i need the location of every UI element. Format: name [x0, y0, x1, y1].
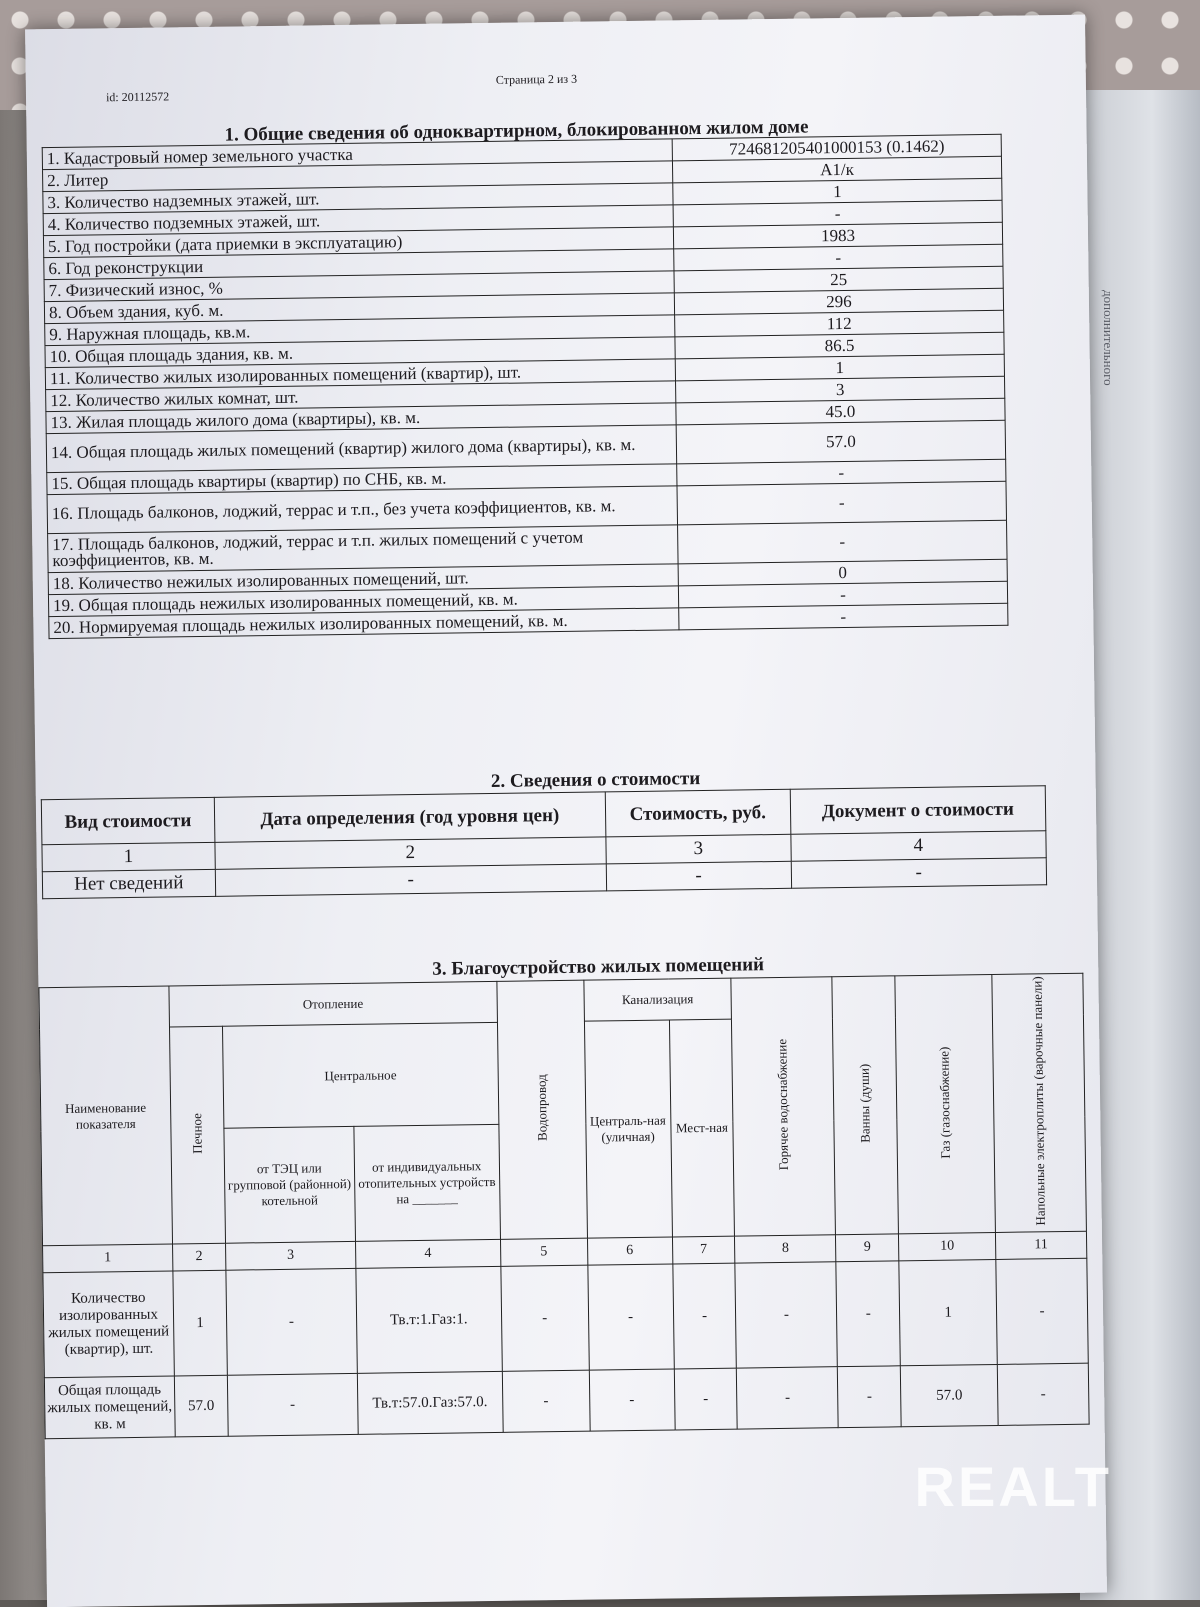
- amenities-header-bath: Ванны (души): [856, 1063, 873, 1144]
- amenities-table: [38, 973, 1089, 1440]
- info-label: 19. Общая площадь нежилых изолированных помещений, кв. м.: [48, 586, 678, 617]
- info-label: 7. Физический износ, %: [44, 271, 674, 302]
- amenities-header-electric-cell: [992, 973, 1087, 1233]
- cost-table: [41, 785, 1047, 899]
- amenities-col-number: 6: [587, 1237, 672, 1265]
- info-label: 8. Объем здания, куб. м.: [44, 293, 674, 324]
- cost-header-type: Вид стоимости: [41, 797, 214, 844]
- amenities-cell: Тв.т:1.Газ:1.: [356, 1267, 502, 1374]
- section3-title: 3. Благоустройство жилых помещений: [432, 954, 765, 980]
- info-value: 57.0: [676, 420, 1006, 464]
- info-value: 112: [675, 310, 1004, 337]
- amenities-header-stove-cell: [169, 1026, 225, 1244]
- amenities-cell: -: [996, 1258, 1088, 1364]
- info-value: 1: [675, 354, 1004, 381]
- amenities-cell: -: [589, 1369, 675, 1431]
- cost-num-1: 1: [42, 842, 215, 871]
- info-label: 2. Литер: [43, 161, 673, 192]
- info-value: 1: [673, 178, 1002, 205]
- cost-header-document: Документ о стоимости: [790, 786, 1046, 835]
- page-number: Страница 2 из 3: [495, 71, 578, 87]
- info-label: 11. Количество жилых изолированных помещений (квартир), шт.: [45, 359, 675, 390]
- section1-title: 1. Общие сведения об одноквартирном, блокированном жилом доме: [224, 116, 809, 146]
- section2-title: 2. Сведения о стоимости: [490, 768, 701, 792]
- amenities-col-number: 9: [836, 1234, 899, 1262]
- amenities-col-number: 7: [672, 1236, 735, 1264]
- info-label: 15. Общая площадь квартиры (квартир) по СНБ, кв. м.: [47, 464, 677, 495]
- amenities-col-number: 1: [43, 1244, 173, 1273]
- amenities-col-number: 8: [735, 1235, 836, 1263]
- info-label: 3. Количество надземных этажей, шт.: [43, 183, 673, 214]
- amenities-row-name: Количество изолированных жилых помещений (квартир), шт.: [43, 1271, 174, 1378]
- amenities-header-heating: Отопление: [169, 981, 497, 1027]
- cost-num-4: 4: [790, 831, 1046, 862]
- amenities-cell: -: [838, 1366, 902, 1428]
- info-value: А1/к: [672, 156, 1001, 183]
- info-label: 17. Площадь балконов, лоджий, террас и т.п. жилых помещений с учетом коэффициентов, кв. м.: [48, 525, 678, 573]
- info-label: 12. Количество жилых комнат, шт.: [46, 381, 676, 412]
- info-label: 5. Год постройки (дата приемки в эксплуатацию): [43, 227, 673, 258]
- amenities-col-number: 11: [995, 1231, 1086, 1259]
- info-value: 296: [674, 288, 1003, 315]
- info-label: 1. Кадастровый номер земельного участка: [42, 139, 672, 170]
- realt-watermark-logo: REALT: [914, 1455, 1112, 1518]
- amenities-header-hotwater-cell: [731, 977, 835, 1237]
- info-value: 3: [676, 376, 1005, 403]
- amenities-cell: -: [227, 1374, 358, 1437]
- amenities-cell: -: [501, 1265, 589, 1371]
- amenities-cell: -: [836, 1261, 900, 1367]
- general-info-table: [42, 134, 1009, 639]
- amenities-header-sewer: Канализация: [583, 978, 731, 1021]
- info-value: -: [677, 481, 1007, 525]
- info-value: 724681205401000153 (0.1462): [672, 134, 1001, 161]
- amenities-cell: Тв.т:57.0.Газ:57.0.: [357, 1372, 503, 1435]
- amenities-cell: -: [226, 1269, 357, 1376]
- info-label: 13. Жилая площадь жилого дома (квартиры), кв. м.: [46, 403, 676, 434]
- amenities-cell: -: [674, 1368, 738, 1430]
- amenities-row-name: Общая площадь жилых помещений, кв. м: [44, 1376, 175, 1439]
- info-label: 9. Наружная площадь, кв.м.: [45, 315, 675, 346]
- amenities-header-hotwater: Горячее водоснабжение: [774, 1038, 792, 1171]
- amenities-cell: 1: [899, 1260, 997, 1366]
- amenities-header-gas: Газ (газоснабжение): [936, 1046, 954, 1159]
- info-label: 16. Площадь балконов, лоджий, террас и т.п., без учета коэффициентов, кв. м.: [47, 486, 677, 534]
- amenities-header-water-cell: [497, 980, 587, 1239]
- amenities-cell: 1: [173, 1270, 227, 1376]
- amenities-header-bath-cell: [832, 976, 899, 1235]
- amenities-col-number: 10: [899, 1233, 996, 1261]
- amenities-header-name: Наименование показателя: [39, 986, 173, 1246]
- cost-num-3: 3: [606, 834, 791, 864]
- amenities-col-number: 5: [500, 1238, 587, 1266]
- info-value: -: [679, 603, 1008, 630]
- amenities-cell: -: [587, 1264, 673, 1370]
- side-document-text: дополнительного: [1101, 290, 1116, 386]
- amenities-cell: -: [672, 1263, 736, 1369]
- amenities-col-number: 4: [355, 1240, 500, 1269]
- cost-document-value: -: [791, 858, 1047, 889]
- cost-amount-value: -: [606, 861, 791, 891]
- amenities-header-gas-cell: [895, 974, 995, 1234]
- amenities-header-sewer-central: Централь-ная (уличная): [584, 1020, 672, 1238]
- info-label: 4. Количество подземных этажей, шт.: [43, 205, 673, 236]
- amenities-cell: -: [997, 1363, 1089, 1425]
- amenities-header-tec: от ТЭЦ или групповой (районной) котельной: [224, 1127, 355, 1244]
- info-value: 25: [674, 266, 1003, 293]
- cost-header-value: Стоимость, руб.: [605, 789, 790, 837]
- amenities-header-water: Водопровод: [533, 1074, 550, 1142]
- amenities-header-central: Центральное: [222, 1022, 498, 1128]
- info-value: -: [673, 200, 1002, 227]
- amenities-header-electric: Напольные электроплиты (варочные панели): [1029, 976, 1048, 1226]
- amenities-col-number: 2: [172, 1243, 225, 1271]
- document-id: id: 20112572: [105, 89, 170, 105]
- amenities-header-stove: Печное: [189, 1112, 205, 1154]
- amenities-col-number: 3: [225, 1242, 355, 1271]
- amenities-cell: -: [735, 1262, 837, 1368]
- amenities-header-sewer-local: Мест-ная: [669, 1019, 735, 1237]
- cost-date-value: -: [215, 864, 607, 896]
- info-label: 14. Общая площадь жилых помещений (квартир) жилого дома (квартиры), кв. м.: [46, 425, 676, 473]
- info-value: 45.0: [676, 398, 1005, 425]
- info-value: 86.5: [675, 332, 1004, 359]
- amenities-cell: 57.0: [174, 1375, 228, 1437]
- cost-header-date: Дата определения (год уровня цен): [214, 792, 606, 842]
- info-value: -: [674, 244, 1003, 271]
- info-value: -: [678, 581, 1007, 608]
- info-label: 6. Год реконструкции: [44, 249, 674, 280]
- amenities-header-individual: от индивидуальных отопительных устройств на _______: [354, 1125, 501, 1242]
- document-page: [25, 15, 1107, 1607]
- amenities-cell: -: [737, 1367, 839, 1429]
- info-value: 0: [678, 559, 1007, 586]
- amenities-cell: -: [502, 1370, 590, 1432]
- info-label: 10. Общая площадь здания, кв. м.: [45, 337, 675, 368]
- info-value: 1983: [673, 222, 1002, 249]
- cost-num-2: 2: [215, 837, 607, 869]
- info-value: -: [677, 459, 1006, 486]
- info-label: 18. Количество нежилых изолированных помещений, шт.: [48, 564, 678, 595]
- info-label: 20. Нормируемая площадь нежилых изолированных помещений, кв. м.: [49, 608, 679, 639]
- cost-type-value: Нет сведений: [42, 869, 215, 898]
- amenities-cell: 57.0: [900, 1365, 998, 1427]
- info-value: -: [678, 520, 1008, 564]
- amenities-data-row-count: [43, 1258, 1088, 1378]
